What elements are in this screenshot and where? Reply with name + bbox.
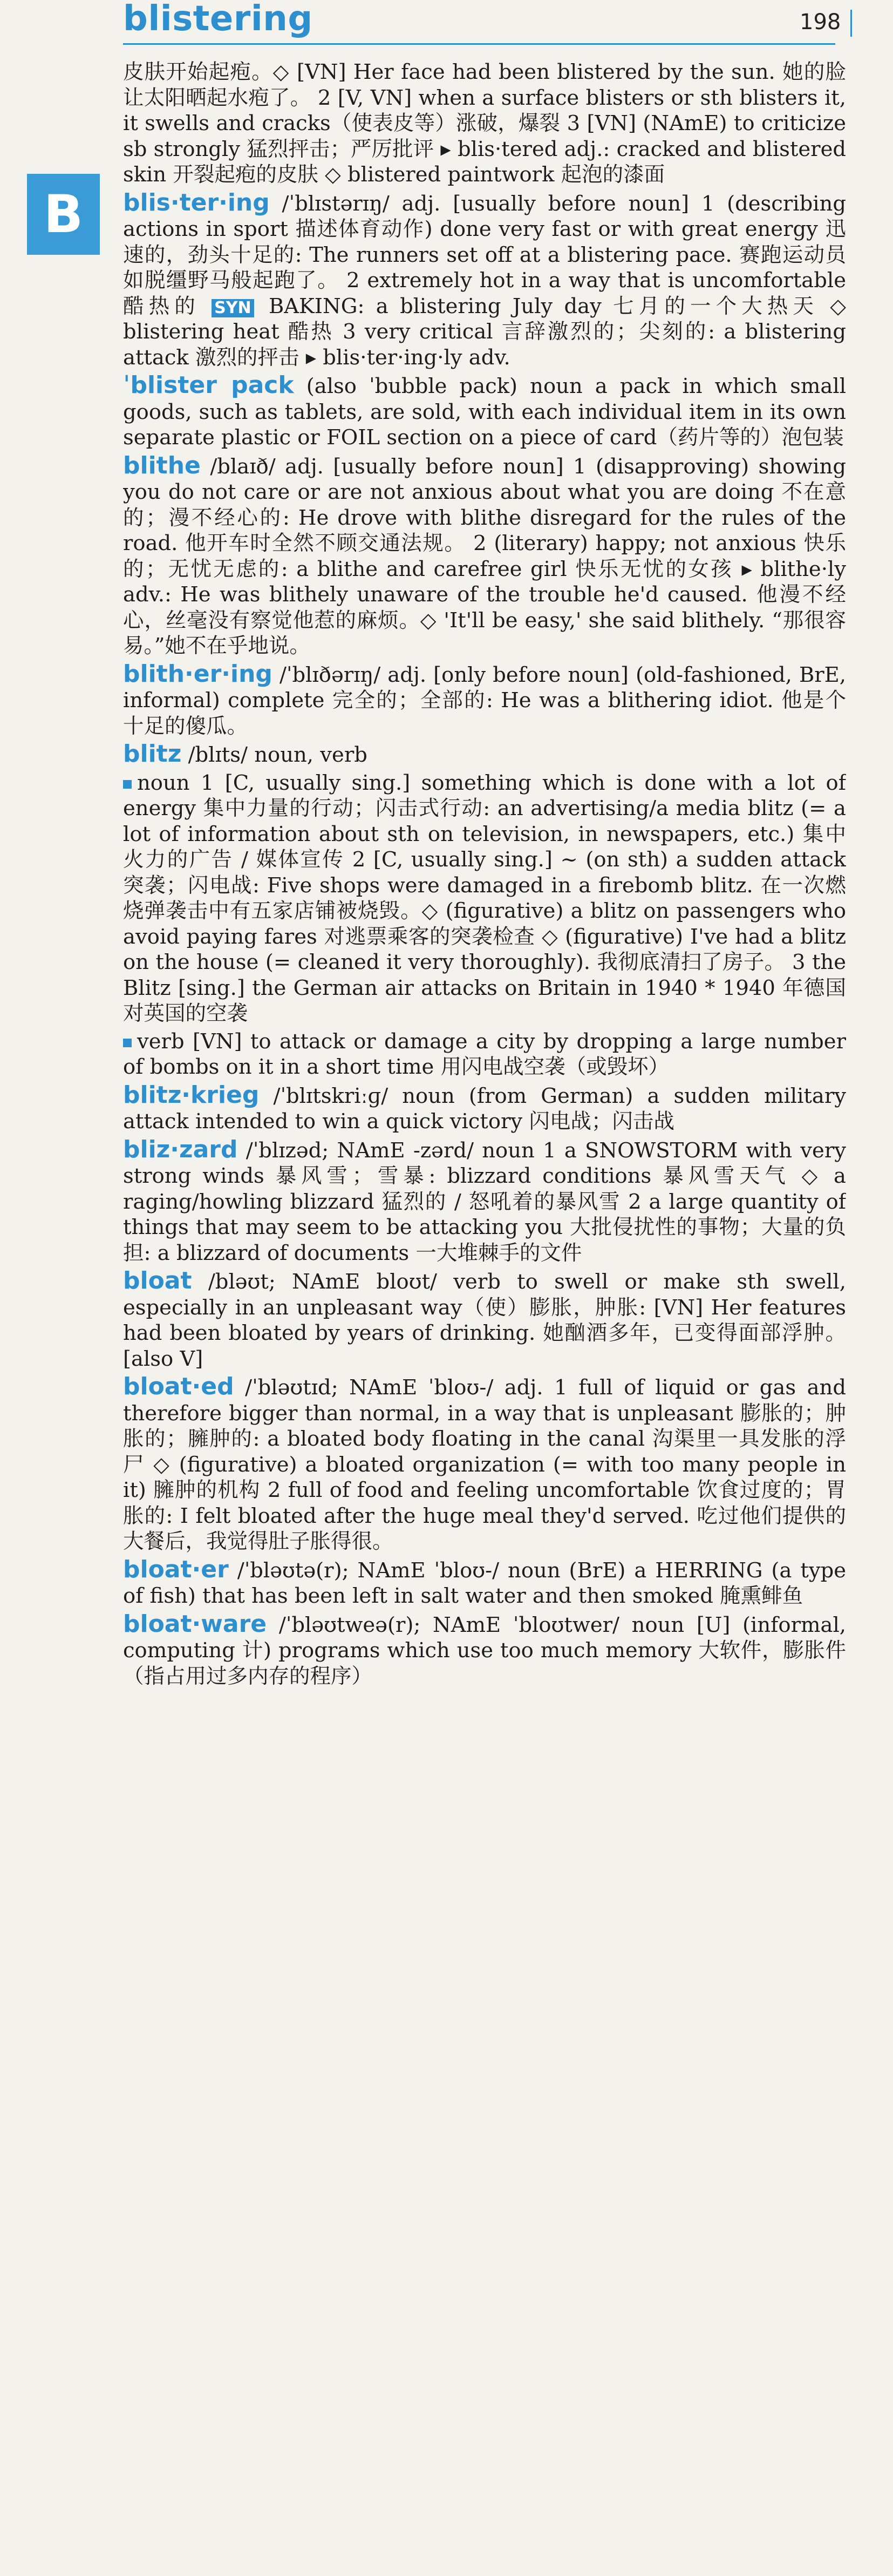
entry-bloatware — [123, 1611, 846, 1690]
entry-blithe — [123, 453, 846, 659]
entry-blitz — [123, 741, 846, 768]
entry-text: /ˈbləʊtə(r); NAmE ˈbloʊ-/ noun (BrE) a HERRING (a type of fish) that has been left in salt water and then smoked 腌熏鲱鱼 — [123, 1558, 846, 1608]
entry-text: /ˈblɪðərɪŋ/ adj. [only before noun] (old-fashioned, BrE, informal) complete 完全的；全部的: He was a blithering idiot. 他是个十足的傻瓜。 — [123, 662, 846, 738]
headword: bloat·ed — [123, 1373, 234, 1400]
entry-text: /blɪts/ noun, verb — [188, 743, 367, 767]
letter-tab: B — [27, 174, 100, 255]
entry-blitz-verb — [123, 1029, 846, 1080]
headword: blis·ter·ing — [123, 188, 270, 216]
square-bullet-icon — [123, 1039, 132, 1047]
headword: blitz — [123, 740, 182, 768]
entry-blister-continued — [123, 59, 846, 188]
headword: bliz·zard — [123, 1135, 238, 1163]
headword: bloat·ware — [123, 1610, 267, 1638]
headword: blith·er·ing — [123, 660, 272, 688]
entry-text: (also ˈbubble pack) noun a pack in which small goods, such as tablets, are sold, with each individual item in its own separate plastic or FOIL section on a piece of card（药片等的）泡包装 — [123, 374, 846, 450]
entry-text: /ˈblɪstərɪŋ/ adj. [usually before noun] 1 (describing actions in sport 描述体育动作) done very fast or with great energy 迅速的，劲头十足的: The runners set off at a blistering pace. 赛跑运动员如脱缰野马般起跑了。 2 extremely hot in a way that is uncomfortable 酷热的 — [123, 191, 846, 318]
syn-label: SYN — [212, 299, 254, 317]
entry-blister-pack — [123, 372, 846, 451]
headword: ˈblister pack — [123, 371, 294, 399]
entry-text: /blaɪð/ adj. [usually before noun] 1 (disapproving) showing you do not care or are not anxious about what you are doing 不在意的；漫不经心的: He drove with blithe disregard for the rules of the road. 他开车时全然不顾交通法规。 2 (literary) happy; not anxious 快乐的；无忧无虑的: a blithe and carefree girl 快乐无忧的女孩 ▸ blithe·ly adv.: He was blithely unaware of the trouble he'd caused. 他漫不经心，丝毫没有察觉他惹的麻烦。◇ 'It'll be easy,' she said blithely. “那很容易。”她不在乎地说。 — [123, 454, 846, 658]
entry-blitz-noun — [123, 770, 846, 1027]
entry-bloated — [123, 1374, 846, 1555]
dictionary-column — [123, 59, 846, 2564]
header-rule — [123, 43, 835, 45]
entry-text: /ˈbləʊtweə(r); NAmE ˈbloʊtwer/ noun [U] (informal, computing 计) programs which use too much memory 大软件，膨胀件（指占用过多内存的程序） — [123, 1612, 846, 1689]
headword: bloat — [123, 1267, 192, 1294]
entry-text: noun 1 [C, usually sing.] something which is done with a lot of energy 集中力量的行动；闪击式行动: an advertising/a media blitz (= a lot of information about sth on television, in newspapers, etc.) 集中火力的广告 / 媒体宣传 2 [C, usually sing.] ~ (on sth) a sudden attack 突袭；闪电战: Five shops were damaged in a firebomb blitz. 在一次燃烧弹袭击中有五家店铺被烧毁。◇ (figurative) a blitz on passengers who avoid paying fares 对逃票乘客的突袭检查 ◇ (figurative) I've had a blitz on the house (= cleaned it very thoroughly). 我彻底清扫了房子。 3 the Blitz [sing.] the German air attacks on Britain in 1940 * 1940 年德国对英国的空袭 — [123, 770, 846, 1026]
entry-text: 皮肤开始起疱。◇ [VN] Her face had been blistered by the sun. 她的脸让太阳晒起水疱了。 2 [V, VN] when a surface blisters or sth blisters it, it swells and cracks（使表皮等）涨破，爆裂 3 [VN] (NAmE) to criticize sb strongly 猛烈抨击；严厉批评 ▸ blis·tered adj.: cracked and blistered skin 开裂起疱的皮肤 ◇ blistered paintwork 起泡的漆面 — [123, 60, 846, 187]
running-headword: blistering — [123, 0, 313, 39]
entry-blistering — [123, 190, 846, 371]
entry-blithering — [123, 661, 846, 740]
page-number: 198 — [800, 10, 852, 37]
headword: blitz·krieg — [123, 1081, 260, 1109]
headword: blithe — [123, 451, 201, 479]
square-bullet-icon — [123, 780, 132, 789]
headword: bloat·er — [123, 1555, 229, 1583]
entry-text: /bləʊt; NAmE bloʊt/ verb to swell or make sth swell, especially in an unpleasant way（使）膨胀，肿胀: [VN] Her features had been bloated by years of drinking. 她酗酒多年，已变得面部浮肿。[also V] — [123, 1270, 846, 1371]
entry-blizzard — [123, 1137, 846, 1266]
page-header — [0, 0, 893, 50]
entry-text: verb [VN] to attack or damage a city by dropping a large number of bombs on it in a short time 用闪电战空袭（或毁坏） — [123, 1029, 846, 1079]
entry-text: /ˈblɪzəd; NAmE -zərd/ noun 1 a SNOWSTORM with very strong winds 暴风雪；雪暴: blizzard conditions 暴风雪天气 ◇ a raging/howling blizzard 猛烈的 / 怒吼着的暴风雪 2 a large quantity of things that may seem to be attacking you 大批侵扰性的事物；大量的负担: a blizzard of documents 一大堆棘手的文件 — [123, 1138, 846, 1265]
entry-blitzkrieg — [123, 1082, 846, 1135]
entry-text-continued: BAKING: a blistering July day 七月的一个大热天 ◇ blistering heat 酷热 3 very critical 言辞激烈的；尖刻的: a blistering attack 激烈的抨击 ▸ blis·ter·ing·ly adv. — [123, 294, 846, 370]
entry-text: /ˈbləʊtɪd; NAmE ˈbloʊ-/ adj. 1 full of liquid or gas and therefore bigger than normal, in a way that is unpleasant 膨胀的；肿胀的；臃肿的: a bloated body floating in the canal 沟渠里一具发胀的浮尸 ◇ (figurative) a bloated organization (= with too many people in it) 臃肿的机构 2 full of food and feeling uncomfortable 饮食过度的；胃胀的: I felt bloated after the huge meal they'd served. 吃过他们提供的大餐后，我觉得肚子胀得很。 — [123, 1375, 846, 1554]
entry-bloat — [123, 1268, 846, 1372]
entry-bloater — [123, 1557, 846, 1609]
entry-text: /ˈblɪtskriːɡ/ noun (from German) a sudden military attack intended to win a quick victory 闪电战；闪击战 — [123, 1083, 846, 1134]
